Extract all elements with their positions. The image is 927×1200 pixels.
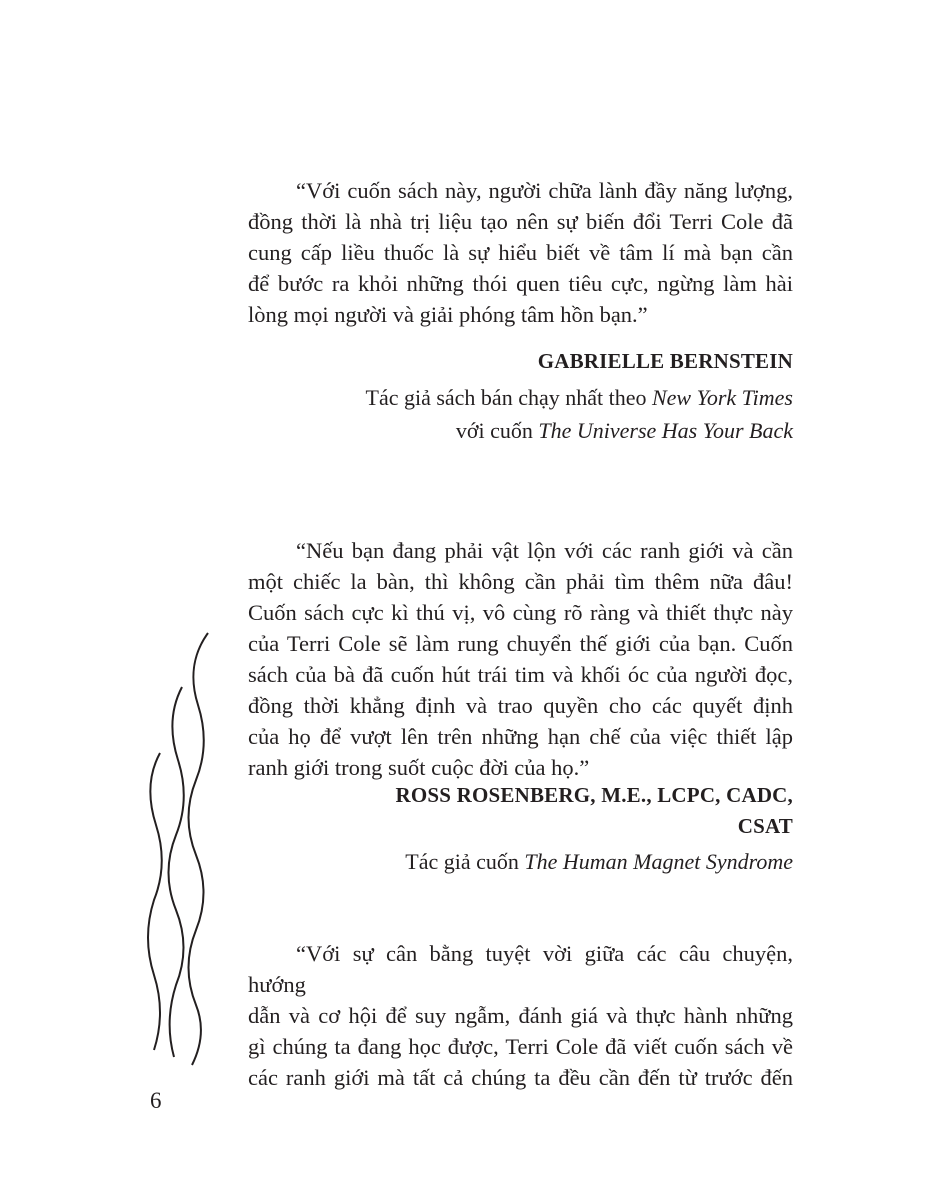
quote-line: để bước ra khỏi những thói quen tiêu cực, ngừng làm hài bbox=[248, 271, 793, 296]
quote-line: các ranh giới mà tất cả chúng ta đều cần đến từ trước đến bbox=[248, 1065, 793, 1090]
wavy-line-icon bbox=[169, 687, 184, 1057]
wavy-line-icon bbox=[148, 753, 162, 1050]
quote-line: đồng thời khẳng định và trao quyền cho các quyết định bbox=[248, 693, 793, 718]
quote-2-credit: Tác giả cuốn The Human Magnet Syndrome bbox=[405, 849, 793, 874]
quote-line: một chiếc la bàn, thì không cần phải tìm thêm nữa đâu! bbox=[248, 569, 793, 594]
quote-line: dẫn và cơ hội để suy ngẫm, đánh giá và thực hành những bbox=[248, 1003, 793, 1028]
wavy-line-icon bbox=[189, 633, 209, 1065]
quote-2-author-line-2: CSAT bbox=[737, 814, 793, 838]
quote-1-text bbox=[248, 175, 793, 330]
wavy-lines-ornament bbox=[140, 625, 220, 1075]
quote-line: Cuốn sách cực kì thú vị, vô cùng rõ ràng và thiết thực này bbox=[248, 600, 793, 625]
quote-line: “Với sự cân bằng tuyệt vời giữa các câu chuyện, hướng bbox=[248, 941, 793, 997]
quote-line: “Nếu bạn đang phải vật lộn với các ranh giới và cần bbox=[296, 538, 793, 563]
quote-line: đồng thời là nhà trị liệu tạo nên sự biến đổi Terri Cole đã bbox=[248, 209, 793, 234]
quote-1-credit-line-2: với cuốn The Universe Has Your Back bbox=[455, 418, 793, 443]
quote-3-text bbox=[248, 938, 793, 1093]
quote-1-credit-line-1: Tác giả sách bán chạy nhất theo New York Times bbox=[365, 385, 793, 410]
quote-line: của họ để vượt lên trên những hạn chế của việc thiết lập bbox=[248, 724, 793, 749]
quote-line: gì chúng ta đang học được, Terri Cole đã viết cuốn sách về bbox=[248, 1034, 793, 1059]
quote-line: của Terri Cole sẽ làm rung chuyển thế giới của bạn. Cuốn bbox=[248, 631, 793, 656]
quote-line: sách của bà đã cuốn hút trái tim và khối óc của người đọc, bbox=[248, 662, 793, 687]
quote-line: “Với cuốn sách này, người chữa lành đầy năng lượng, bbox=[296, 178, 793, 203]
quote-1-author: GABRIELLE BERNSTEIN bbox=[537, 349, 793, 373]
quote-line: lòng mọi người và giải phóng tâm hồn bạn.” bbox=[248, 302, 648, 327]
quote-line: ranh giới trong suốt cuộc đời của họ.” bbox=[248, 755, 590, 780]
quote-2-author-line-1: ROSS ROSENBERG, M.E., LCPC, CADC, bbox=[395, 783, 793, 807]
quote-line: cung cấp liều thuốc là sự hiểu biết về tâm lí mà bạn cần bbox=[248, 240, 793, 265]
page-number: 6 bbox=[150, 1088, 162, 1113]
quote-2-text bbox=[248, 535, 793, 783]
